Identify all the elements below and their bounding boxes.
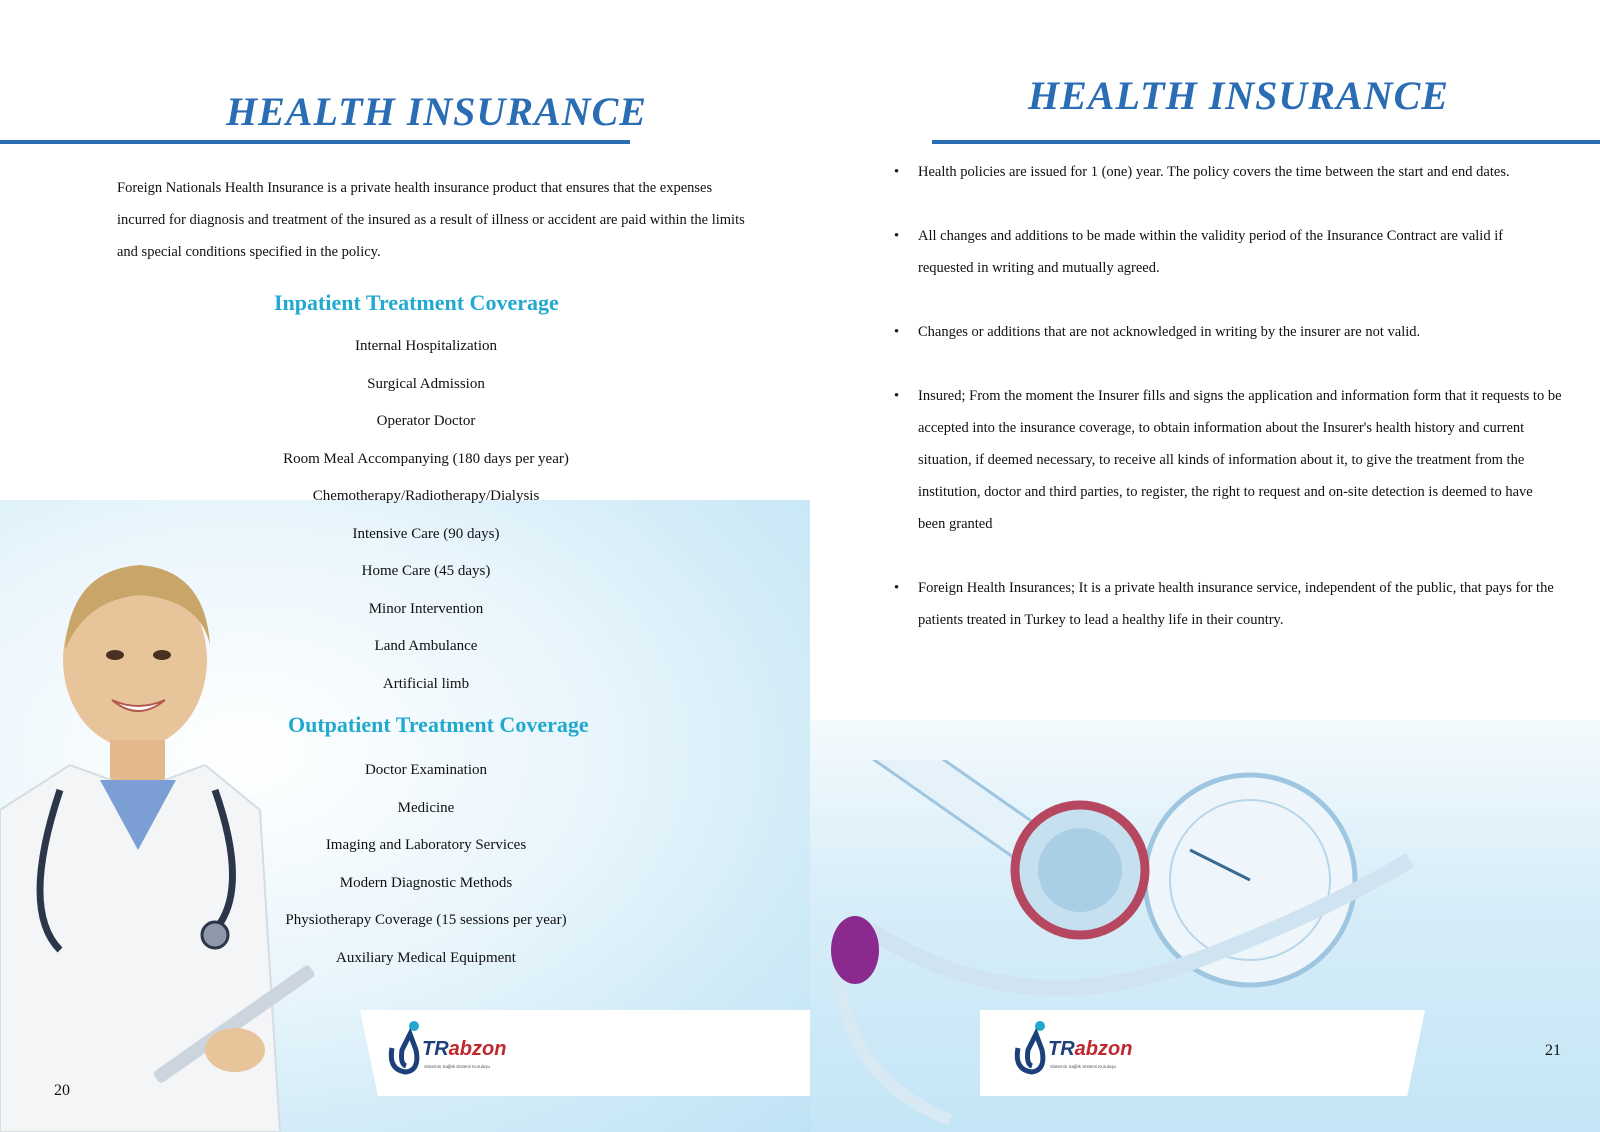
list-item: Home Care (45 days) <box>361 563 491 579</box>
list-item: Internal Hospitalization <box>354 338 498 354</box>
list-item: Chemotherapy/Radiotherapy/Dialysis <box>312 488 540 504</box>
list-item: Physiotherapy Coverage (15 sessions per year) <box>285 912 567 928</box>
list-item: Medicine <box>397 799 455 816</box>
list-item: Intensive Care (90 days) <box>352 525 500 542</box>
intro-paragraph: Foreign Nationals Health Insurance is a private health insurance product that ensures that the expenses incurred for diagnosis and treatment of the insured as a result of illness or accident are paid within the limits and special conditions specified in the policy. <box>117 180 745 260</box>
logo-tagline: Sistemin Sağlık Sistemi Kuruluşu <box>424 1064 491 1069</box>
right-logo <box>1012 1020 1152 1080</box>
logo-tagline: Sistemin Sağlık Sistemi Kuruluşu <box>1050 1064 1117 1069</box>
policy-bullets <box>882 156 1562 668</box>
logo-figure-icon <box>1012 1020 1050 1076</box>
logo-brand-part1: TR <box>1048 1038 1075 1060</box>
left-logo <box>386 1020 526 1080</box>
logo-brand-part2: abzon <box>1074 1038 1133 1060</box>
left-page-title: HEALTH INSURANCE <box>226 89 647 134</box>
bullet-item: • Changes or additions that are not acknowledged in writing by the insurer are not valid. <box>882 316 1562 348</box>
right-page-title: HEALTH INSURANCE <box>1028 73 1449 118</box>
list-item: Surgical Admission <box>367 375 485 392</box>
bullet-item: • Foreign Health Insurances; It is a private health insurance service, independent of the public, that pays for the patients treated in Turkey to lead a healthy life in their country. <box>882 572 1562 636</box>
bullet-item: • Insured; From the moment the Insurer fills and signs the application and information form that it requests to be accepted into the insurance coverage, to obtain information about the Insurer's health history and current situation, if deemed necessary, to receive all kinds of information about it, to give the treatment from the institution, doctor and third parties, to register, the right to request and on-site detection is deemed to have been granted <box>882 380 1562 540</box>
bullet-item: • All changes and additions to be made within the validity period of the Insurance Contract are valid if requested in writing and mutually agreed. <box>882 220 1562 284</box>
list-item: Minor Intervention <box>368 600 484 617</box>
inpatient-heading: Inpatient Treatment Coverage <box>274 290 559 315</box>
outpatient-list <box>226 752 626 977</box>
list-item: Operator Doctor <box>376 413 476 429</box>
left-title-rule <box>0 140 630 144</box>
list-item: Room Meal Accompanying (180 days per year) <box>283 450 569 467</box>
outpatient-heading: Outpatient Treatment Coverage <box>288 712 589 737</box>
list-item: Land Ambulance <box>374 638 478 654</box>
list-item: Artificial limb <box>382 675 470 692</box>
list-item: Doctor Examination <box>364 762 488 778</box>
right-title-rule <box>932 140 1600 144</box>
logo-brand-part1: TR <box>422 1038 449 1060</box>
page-number: 21 <box>1545 1042 1561 1059</box>
page-number: 20 <box>54 1082 70 1099</box>
list-item: Modern Diagnostic Methods <box>339 874 513 891</box>
logo-brand-part2: abzon <box>448 1038 507 1060</box>
list-item: Auxiliary Medical Equipment <box>336 949 516 966</box>
logo-figure-icon <box>386 1020 424 1076</box>
list-item: Imaging and Laboratory Services <box>325 837 527 853</box>
bullet-item: • Health policies are issued for 1 (one) year. The policy covers the time between the start and end dates. <box>882 156 1562 188</box>
